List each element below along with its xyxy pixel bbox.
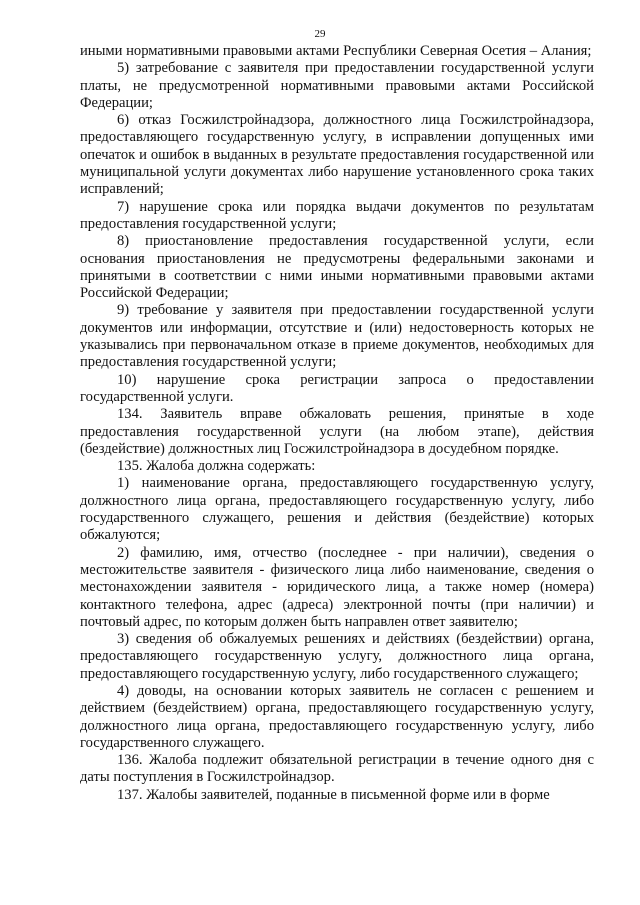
paragraph-136: 136. Жалоба подлежит обязательной регистрации в течение одного дня с даты поступления в Госжилстройнадзор. — [80, 752, 594, 786]
page-number: 29 — [314, 28, 326, 40]
paragraph-137: 137. Жалобы заявителей, поданные в письменной форме или в форме — [117, 786, 550, 803]
paragraph-135-item-3: 3) сведения об обжалуемых решениях и действиях (бездействии) органа, предоставляющего государственную услугу, должностного лица органа, предоставляющего государственную услугу, либо государственного служащего; — [80, 631, 594, 682]
paragraph-item-9: 9) требование у заявителя при предоставлении государственной услуги документов или информации, отсутствие и (или) недостоверность которых не указывались при первоначальном отказе в приеме документов, необходимых для предоставления государственной услуги; — [80, 302, 594, 371]
paragraph-135-item-2: 2) фамилию, имя, отчество (последнее - при наличии), сведения о местожительстве заявителя - физического лица либо наименование, сведения о местонахождении заявителя - юридического лица, а также номер (номера) контактного телефона, адрес (адреса) электронной почты (при наличии) и почтовый адрес, по которым должен быть направлен ответ заявителю; — [80, 544, 594, 630]
paragraph-135-item-4: 4) доводы, на основании которых заявитель не согласен с решением и действием (бездействием) органа, предоставляющего государственную услугу, должностного лица органа, предоставляющего государственную услугу, либо государственного служащего. — [80, 682, 594, 751]
paragraph-item-6: 6) отказ Госжилстройнадзора, должностного лица Госжилстройнадзора, предоставляющего государственную услугу, в исправлении допущенных ими опечаток и ошибок в выданных в результате предоставления государственной или муниципальной услуги документах либо нарушение установленного срока таких исправлений; — [80, 112, 594, 198]
paragraph-item-5: 5) затребование с заявителя при предоставлении государственной услуги платы, не предусмотренной нормативными правовыми актами Российской Федерации; — [80, 60, 594, 111]
paragraph-134: 134. Заявитель вправе обжаловать решения, принятые в ходе предоставления государственной услуги (на любом этапе), действия (бездействие) должностных лиц Госжилстройнадзора в досудебном порядке. — [80, 406, 594, 457]
paragraph-item-7: 7) нарушение срока или порядка выдачи документов по результатам предоставления государственной услуги; — [80, 198, 594, 232]
paragraph-135: 135. Жалоба должна содержать: — [117, 458, 316, 475]
paragraph-item-10: 10) нарушение срока регистрации запроса о предоставлении государственной услуги. — [80, 371, 594, 405]
paragraph-135-item-1: 1) наименование органа, предоставляющего государственную услугу, должностного лица органа, предоставляющего государственную услугу, либо государственного служащего, решения и действия (бездействие) которых обжалуются; — [80, 475, 594, 544]
paragraph-continuation: иными нормативными правовыми актами Республики Северная Осетия – Алания; — [80, 43, 592, 59]
document-body — [80, 43, 594, 804]
paragraph-item-8: 8) приостановление предоставления государственной услуги, если основания приостановления не предусмотрены федеральными законами и принятыми в соответствии с ними иными нормативными правовыми актами Российской Федерации; — [80, 233, 594, 302]
